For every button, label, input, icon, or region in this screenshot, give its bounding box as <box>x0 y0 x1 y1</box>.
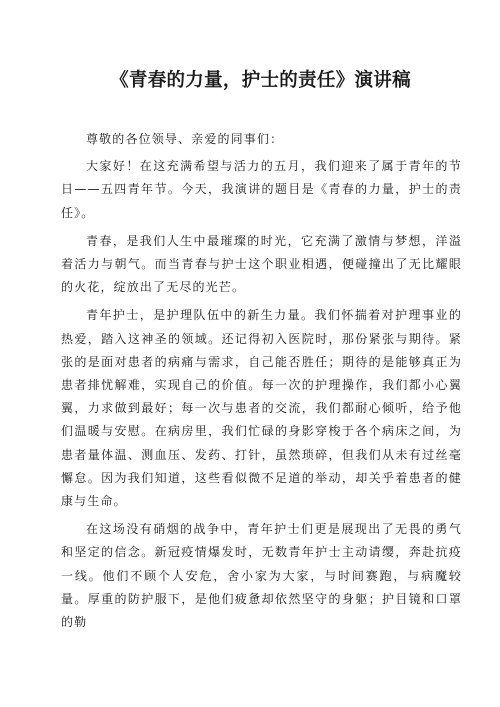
document-title: 《青春的力量，护士的责任》演讲稿 <box>110 70 411 91</box>
body-paragraph: 在这场没有硝烟的战争中，青年护士们更是展现出了无畏的勇气和坚定的信念。新冠疫情爆发时，无数青年护士主动请缨，奔赴抗疫一线。他们不顾个人安危，舍小家为大家，与时间赛跑，与病魔较量。厚重的防护服下，是他们疲惫却依然坚守的身躯；护目镜和口罩的勒 <box>61 522 462 630</box>
body-paragraph: 青年护士，是护理队伍中的新生力量。我们怀揣着对护理事业的热爱，踏入这神圣的领域。还记得初入医院时，那份紧张与期待。紧张的是面对患者的病痛与需求，自己能否胜任；期待的是能够真正为患者排忧解难，实现自己的价值。每一次的护理操作，我们都小心翼翼，力求做到最好；每一次与患者的交流，我们都耐心倾听，给予他们温暖与安慰。在病房里，我们忙碌的身影穿梭于各个病床之间，为患者量体温、测血压、发药、打针，虽然琐碎，但我们从未有过丝毫懈怠。因为我们知道，这些看似微不足道的举动，却关乎着患者的健康与生命。 <box>61 308 462 509</box>
salutation-paragraph: 尊敬的各位领导、亲爱的同事们： <box>86 132 284 146</box>
body-paragraph: 青春，是我们人生中最璀璨的时光，它充满了激情与梦想，洋溢着活力与朝气。而当青春与护士这个职业相遇，便碰撞出了无比耀眼的火花，绽放出了无尽的光芒。 <box>61 233 462 295</box>
body-paragraph: 大家好！在这充满希望与活力的五月，我们迎来了属于青年的节日——五四青年节。今天，我演讲的题目是《青春的力量，护士的责任》。 <box>61 159 462 220</box>
